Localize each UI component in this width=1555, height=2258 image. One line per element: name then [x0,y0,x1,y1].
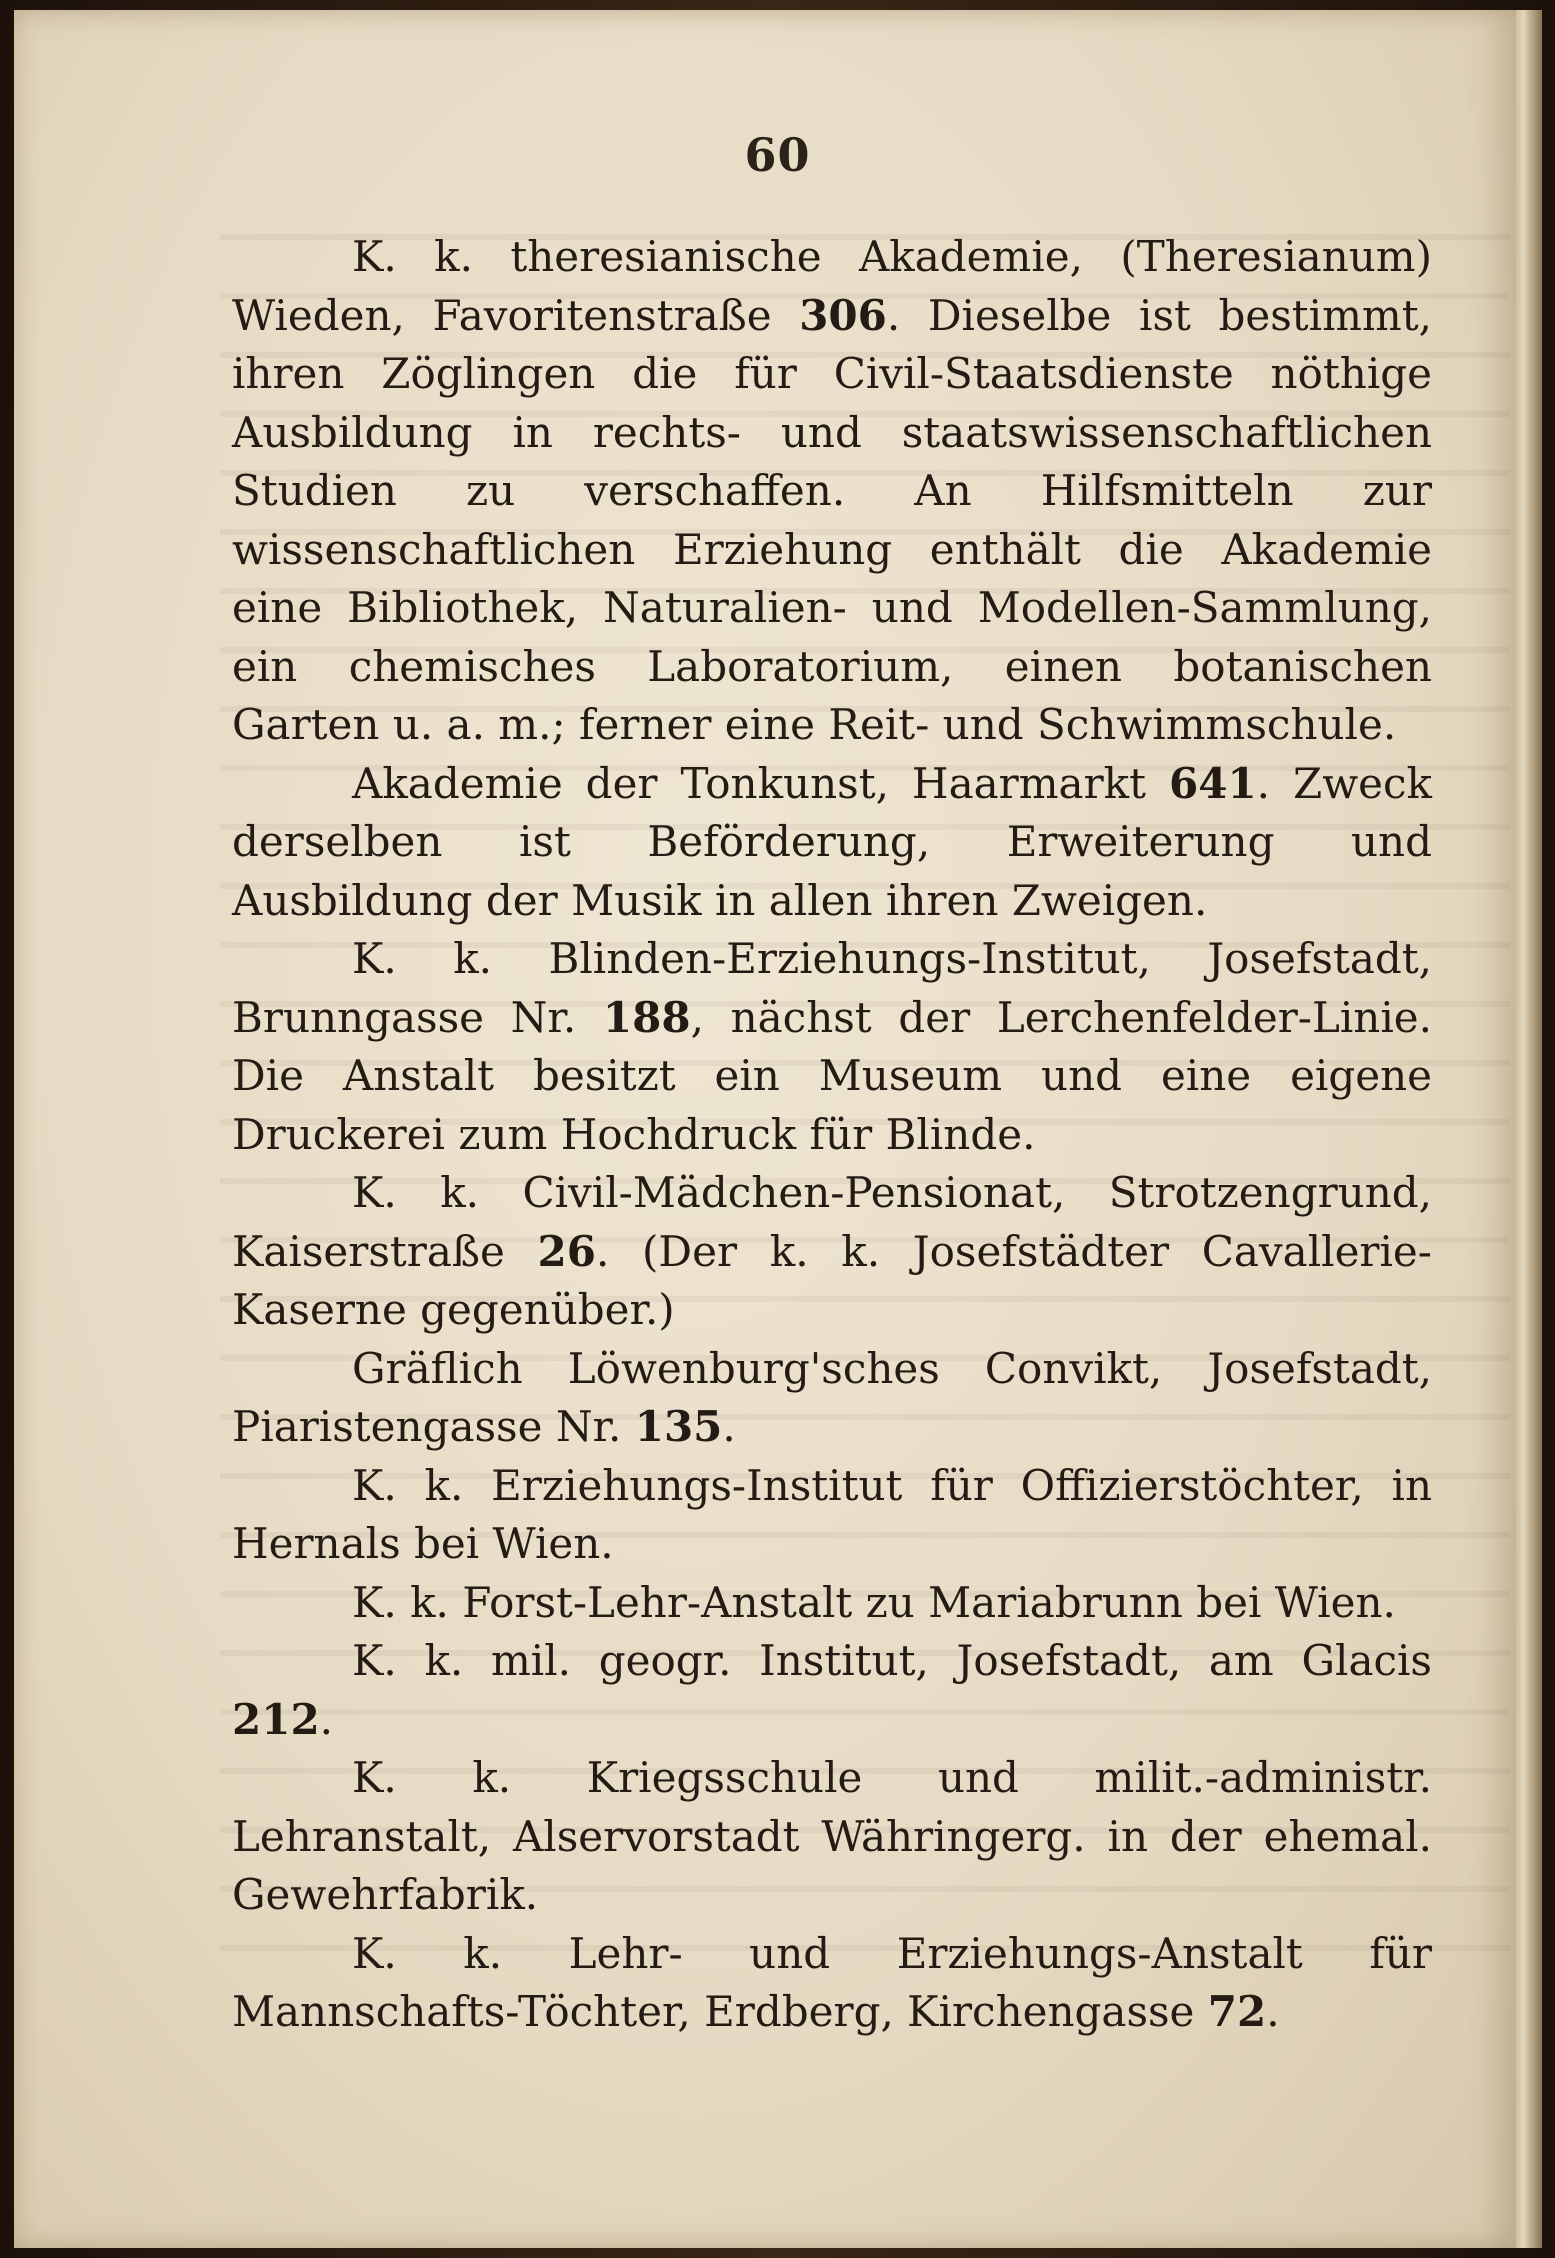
entry-text: K. k. Kriegsschule und milit.-administr. Lehranstalt, Alservorstadt Währingerg. in der ehemal. Gewehrfabrik. [232,1753,1432,1919]
entry-text: . Dieselbe ist bestimmt, ihren Zöglingen die für Civil-Staatsdienste nöthige Ausbildung in rechts- und staatswissenschaftlichen Studien zu verschaffen. An Hilfsmitteln zur wissenschaftlichen Erziehung enthält die Akademie eine Bibliothek, Naturalien- und Modellen-Sammlung, ein chemisches Laboratorium, einen botanischen Garten u. a. m.; ferner eine Reit- und Schwimmschule. [232,290,1432,749]
entry-number: 188 [602,992,691,1042]
entry-number: 26 [537,1226,596,1276]
entry-text: . [722,1402,736,1451]
entry-text: K. k. Erziehungs-Institut für Offizierstöchter, in Hernals bei Wien. [232,1460,1432,1568]
entry-text: Gräflich Löwenburg'sches Convikt, Josefstadt, Piaristengasse Nr. [232,1343,1432,1451]
entry-number: 212 [232,1694,320,1744]
entry-blinden-institut [232,930,1432,1164]
entry-kriegsschule [232,1749,1432,1925]
page-edge [1516,10,1542,2248]
entry-text: K. k. theresianische Akademie, (Theresianum) Wieden, Favoritenstraße [232,232,1432,340]
entry-number: 135 [634,1402,723,1451]
entry-text: . Zweck derselben ist Beförderung, Erweiterung und Ausbildung der Musik in allen ihren Zweigen. [232,758,1432,925]
entry-maedchen-pensionat [232,1164,1432,1340]
entry-text: K. k. Blinden-Erziehungs-Institut, Josefstadt, Brunngasse Nr. [232,934,1432,1042]
entry-text: Akademie der Tonkunst, Haarmarkt [352,758,1169,808]
entry-tonkunst [232,755,1432,931]
entry-text: . [319,1694,334,1744]
entry-text: K. k. mil. geogr. Institut, Josefstadt, am Glacis [352,1636,1432,1685]
entry-forst-lehranstalt [232,1574,1432,1633]
entry-text: , nächst der Lerchenfelder-Linie. Die Anstalt besitzt ein Museum und eine eigene Druckerei zum Hochdruck für Blinde. [232,992,1432,1159]
entry-offizierstoechter [232,1457,1432,1574]
entry-text: K. k. Lehr- und Erziehungs-Anstalt für Mannschafts-Töchter, Erdberg, Kirchengasse [232,1928,1432,2036]
entry-text: K. k. Civil-Mädchen-Pensionat, Strotzengrund, Kaiserstraße [232,1168,1432,1276]
entry-number: 72 [1207,1987,1267,2036]
entry-text: . (Der k. k. Josefstädter Cavallerie-Kaserne gegenüber.) [232,1226,1432,1334]
entry-number: 306 [799,290,887,340]
entry-number: 641 [1169,758,1257,808]
entry-mannschaftstoechter [232,1925,1432,2042]
entry-theresianum [232,228,1432,755]
entry-geogr-institut [232,1632,1432,1749]
entry-text: K. k. Forst-Lehr-Anstalt zu Mariabrunn bei Wien. [352,1577,1396,1627]
entry-convikt [232,1340,1432,1457]
page-body [232,228,1432,2042]
entry-text: . [1266,1987,1280,2036]
page-number: 60 [744,128,811,182]
